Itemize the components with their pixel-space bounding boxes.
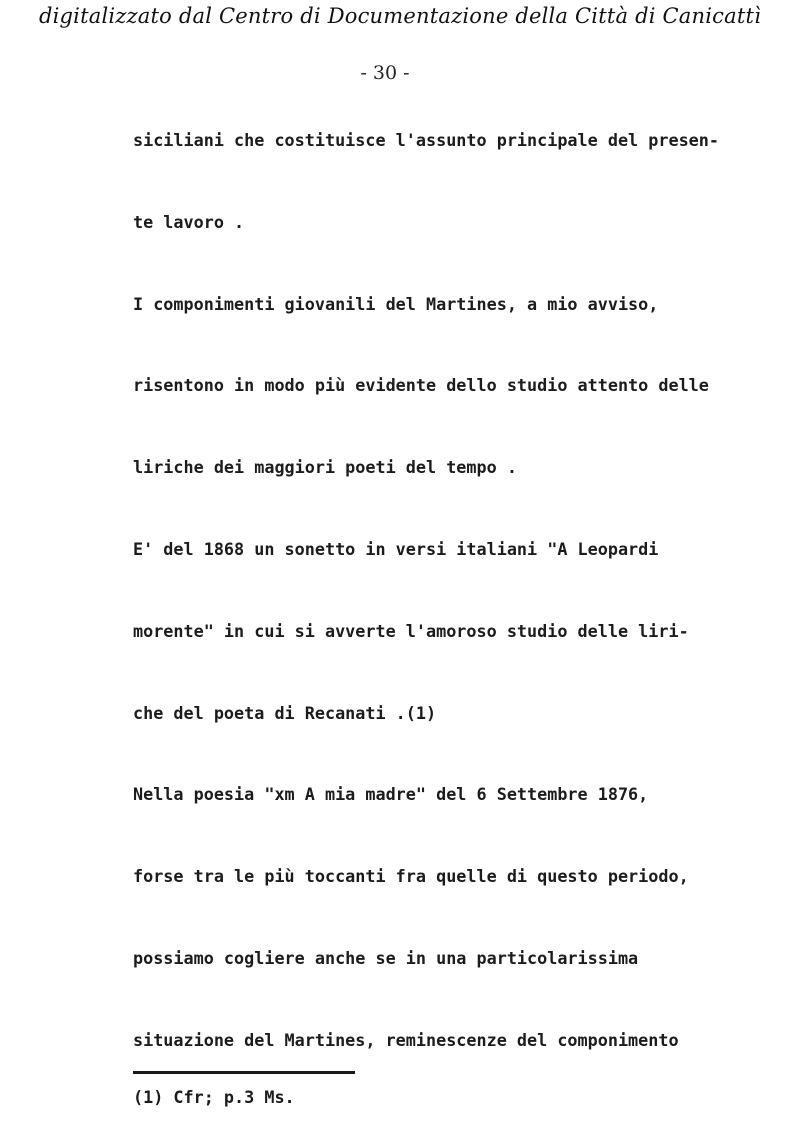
- text-line: siciliani che costituisce l'assunto principale del presen-: [133, 130, 719, 150]
- text-line: forse tra le più toccanti fra quelle di questo periodo,: [133, 866, 689, 887]
- text-line: liriche dei maggiori poeti del tempo .: [133, 457, 517, 478]
- text-line: te lavoro .: [133, 211, 245, 232]
- page-number: - 30 -: [360, 62, 410, 84]
- text-line: situazione del Martines, reminescenze del componimento: [133, 1029, 679, 1050]
- text-line: E' del 1868 un sonetto in versi italiani "A Leopardi: [133, 538, 659, 559]
- text-line: Nella poesia "xm A mia madre" del 6 Settembre 1876,: [133, 784, 649, 805]
- text-line: che del poeta di Recanati .(1): [133, 702, 437, 723]
- footnote-separator: [133, 1071, 355, 1074]
- text-line: morente" in cui si avverte l'amoroso studio delle liri-: [133, 620, 689, 641]
- text-line: risentono in modo più evidente dello studio attento delle: [133, 375, 709, 396]
- digitization-watermark: digitalizzato dal Centro di Documentazione della Città di Canicattì: [38, 4, 762, 28]
- text-line: possiamo cogliere anche se in una particolarissima: [133, 947, 639, 968]
- typewritten-body-text: [133, 126, 773, 1108]
- footnote: (1) Cfr; p.3 Ms.: [133, 1087, 295, 1107]
- text-line: I componimenti giovanili del Martines, a mio avviso,: [133, 293, 659, 314]
